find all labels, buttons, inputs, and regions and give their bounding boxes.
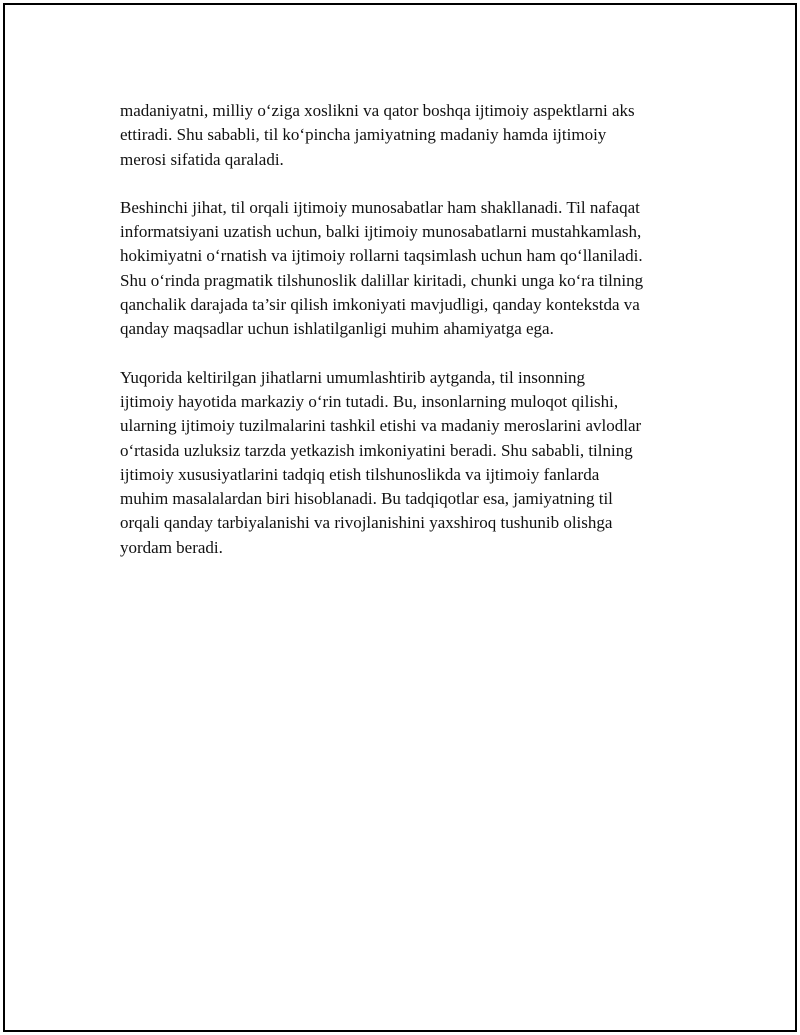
paragraph-2: Beshinchi jihat, til orqali ijtimoiy munosabatlar ham shakllanadi. Til nafaqat informatsiyani uzatish uchun, balki ijtimoiy munosabatlarni mustahkamlash, hokimiyatni o‘rnatish va ijtimoiy rollarni taqsimlash uchun ham qo‘llaniladi. Shu o‘rinda pragmatik tilshunoslik dalillar kiritadi, chunki unga ko‘ra tilning qanchalik darajada ta’sir qilish imkoniyati mavjudligi, qanday kontekstda va qanday maqsadlar uchun ishlatilganligi muhim ahamiyatga ega.: [120, 197, 644, 339]
page-content: [120, 99, 710, 584]
paragraph-1: madaniyatni, milliy o‘ziga xoslikni va qator boshqa ijtimoiy aspektlarni aks ettiradi. Shu sababli, til ko‘pincha jamiyatning madaniy hamda ijtimoiy merosi sifatida qaraladi.: [120, 101, 635, 169]
paragraph-3: Yuqorida keltirilgan jihatlarni umumlashtirib aytganda, til insonning ijtimoiy hayotida markaziy o‘rin tutadi. Bu, insonlarning muloqot qilishi, ularning ijtimoiy tuzilmalarini tashkil etishi va madaniy meroslarini avlodlar o‘rtasida uzluksiz tarzda yetkazish imkoniyatini beradi. Shu sababli, tilning ijtimoiy xususiyatlarini tadqiq etish tilshunoslikda va ijtimoiy fanlarda muhim masalalardan biri hisoblanadi. Bu tadqiqotlar esa, jamiyatning til orqali qanday tarbiyalanishi va rivojlanishini yaxshiroq tushunib olishga yordam beradi.: [120, 367, 642, 557]
page-frame: [3, 3, 797, 1032]
